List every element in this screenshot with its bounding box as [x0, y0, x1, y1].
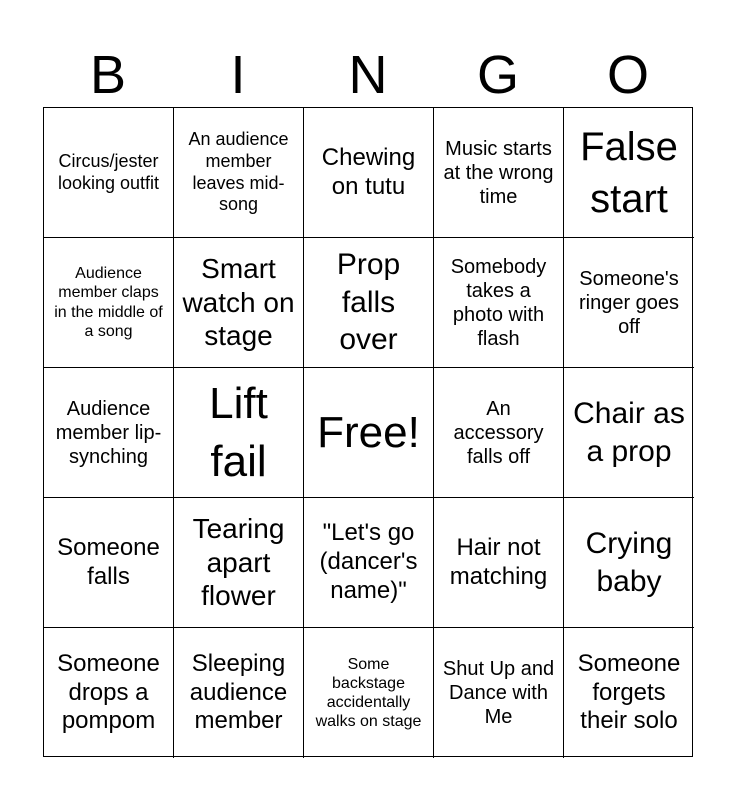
header-letter-i: I: [230, 45, 246, 105]
bingo-cell[interactable]: Circus/jester looking outfit: [44, 108, 174, 238]
bingo-cell[interactable]: Someone forgets their solo: [577, 649, 681, 735]
bingo-cell[interactable]: Some backstage accidentally walks on stage: [304, 628, 434, 758]
bingo-cell[interactable]: Hair not matching: [434, 498, 564, 628]
bingo-card-grid: [43, 107, 693, 757]
bingo-cell[interactable]: An audience member leaves mid-song: [174, 108, 304, 238]
bingo-cell[interactable]: False start: [564, 108, 694, 238]
bingo-cell[interactable]: Someone falls: [44, 498, 174, 628]
bingo-cell[interactable]: Someone drops a pompom: [44, 628, 174, 758]
bingo-cell[interactable]: Someone's ringer goes off: [564, 238, 694, 368]
bingo-cell[interactable]: Crying baby: [564, 498, 694, 628]
bingo-cell-free[interactable]: Free!: [304, 368, 434, 498]
bingo-cell[interactable]: Chewing on tutu: [304, 108, 434, 238]
bingo-cell[interactable]: Audience member claps in the middle of a song: [44, 238, 174, 368]
bingo-cell[interactable]: Prop falls over: [304, 238, 434, 368]
bingo-cell[interactable]: Audience member lip-synching: [44, 368, 174, 498]
bingo-cell[interactable]: Lift fail: [174, 368, 304, 498]
bingo-cell[interactable]: Smart watch on stage: [174, 238, 304, 368]
bingo-cell[interactable]: Music starts at the wrong time: [434, 108, 564, 238]
header-letter-o: O: [606, 45, 649, 105]
bingo-header: [43, 44, 693, 106]
header-letter-g: G: [476, 45, 519, 105]
bingo-cell[interactable]: Tearing apart flower: [174, 498, 304, 628]
header-letter-n: N: [348, 45, 388, 105]
bingo-cell[interactable]: "Let's go (dancer's name)": [304, 498, 434, 628]
bingo-cell[interactable]: Chair as a prop: [564, 368, 694, 498]
header-letter-b: B: [89, 45, 127, 105]
bingo-cell[interactable]: Somebody takes a photo with flash: [434, 238, 564, 368]
bingo-cell[interactable]: Shut Up and Dance with Me: [434, 628, 564, 758]
bingo-cell[interactable]: An accessory falls off: [434, 368, 564, 498]
bingo-cell[interactable]: Sleeping audience member: [174, 628, 304, 758]
